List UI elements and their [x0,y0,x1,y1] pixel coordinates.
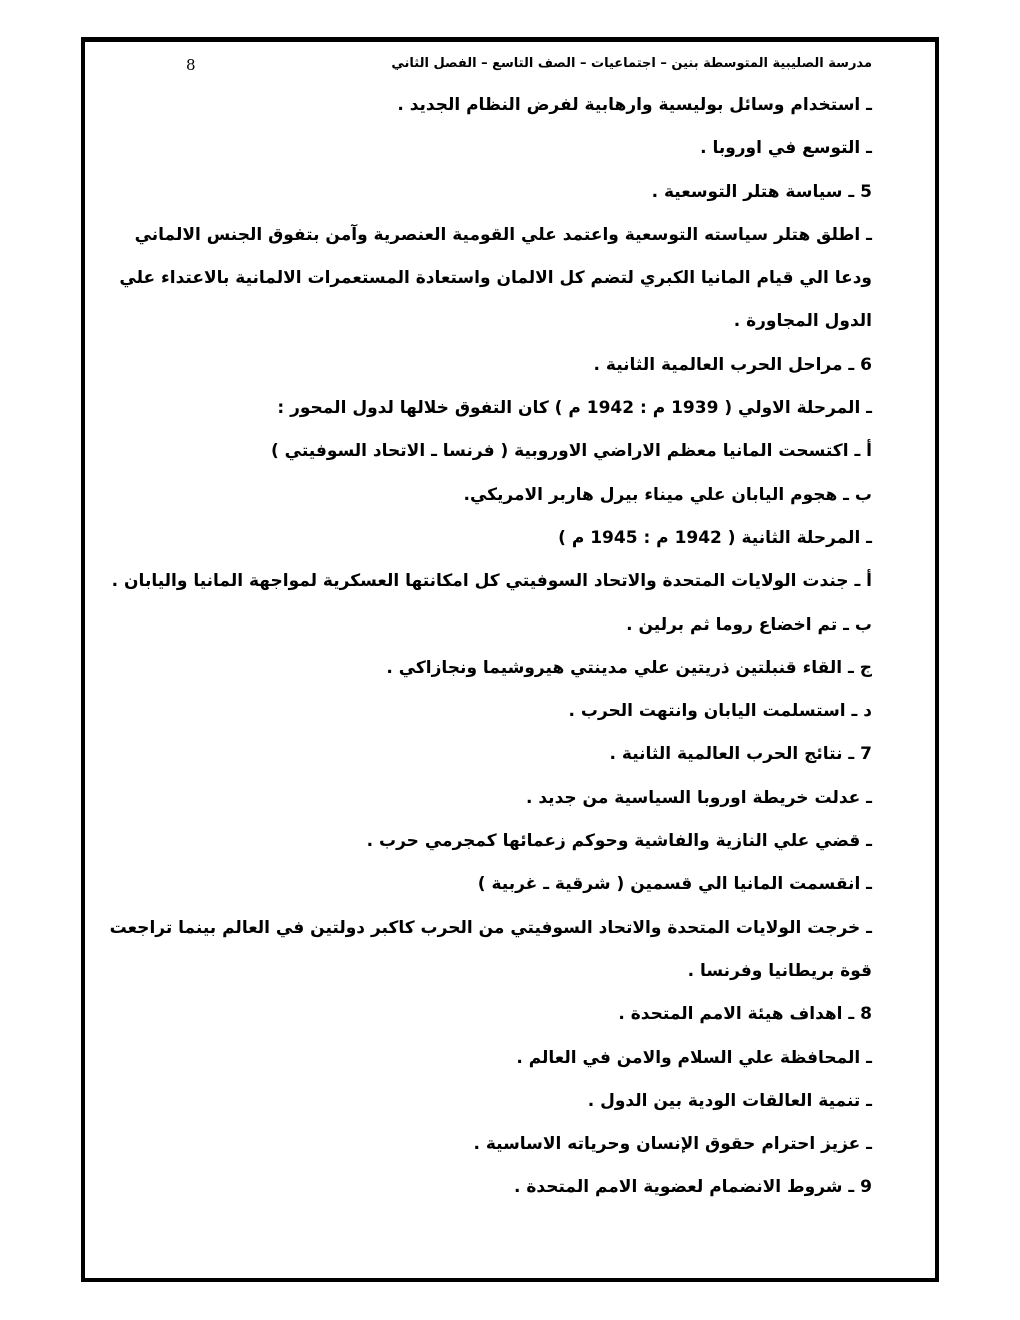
text-line: ـ خرجت الولايات المتحدة والاتحاد السوفيتي من الحرب كاكبر دولتين في العالم بينما تراجعت [109,917,872,938]
text-line: ج ـ القاء قنبلتين ذريتين علي مدينتي هيروشيما ونجازاكي . [386,657,872,678]
text-line: ب ـ تم اخضاع روما ثم برلين . [626,614,872,635]
text-line: ـ اطلق هتلر سياسته التوسعية واعتمد علي القومية العنصرية وآمن بتفوق الجنس الالماني [134,224,872,245]
text-line: ـ قضي علي النازية والفاشية وحوكم زعمائها كمجرمي حرب . [366,831,872,852]
text-line: ـ انقسمت المانيا الي قسمين ( شرقية ـ غربية ) [477,874,872,895]
text-line: ب ـ هجوم اليابان علي ميناء بيرل هاربر الامريكي. [463,484,872,505]
text-line: ـ عدلت خريطة اوروبا السياسية من جديد . [525,787,872,808]
header-title: مدرسة الصليبية المتوسطة بنين – اجتماعيات – الصف التاسع – الفصل الثاني [391,56,872,71]
text-line: أ ـ اكتسحت المانيا معظم الاراضي الاوروبية ( فرنسا ـ الاتحاد السوفيتي ) [270,441,872,462]
text-line: ـ عزيز احترام حقوق الإنسان وحرياته الاساسية . [473,1134,872,1155]
document-body [109,94,872,1220]
page-number: 8 [186,56,196,74]
text-line: ـ التوسع في اوروبا . [700,138,872,159]
text-line: أ ـ جندت الولايات المتحدة والاتحاد السوفيتي كل امكانتها العسكرية لمواجهة المانيا واليابان . [111,571,872,592]
section-heading: 6 ـ مراحل الحرب العالمية الثانية . [593,354,872,375]
text-line: ـ المحافظة علي السلام والامن في العالم . [516,1047,872,1068]
section-heading: 8 ـ اهداف هيئة الامم المتحدة . [618,1004,872,1025]
text-line: ـ المرحلة الاولي ( 1939 م : 1942 م ) كان التفوق خلالها لدول المحور : [277,398,872,419]
section-heading: 9 ـ شروط الانضمام لعضوية الامم المتحدة . [514,1177,872,1198]
text-line: ـ تنمية العالقات الودية بين الدول . [587,1090,872,1111]
text-line: قوة بريطانيا وفرنسا . [687,960,872,981]
text-line: ـ استخدام وسائل بوليسية وارهابية لفرض النظام الجديد . [397,95,872,115]
page-header [90,52,872,82]
section-heading: 7 ـ نتائج الحرب العالمية الثانية . [609,744,872,765]
text-line: الدول المجاورة . [733,311,872,332]
section-heading: 5 ـ سياسة هتلر التوسعية . [651,181,872,202]
text-line: ودعا الي قيام المانيا الكبري لتضم كل الالمان واستعادة المستعمرات الالمانية بالاعتداء علي [119,268,872,289]
text-line: ـ المرحلة الثانية ( 1942 م : 1945 م ) [558,527,872,548]
text-line: د ـ استسلمت اليابان وانتهت الحرب . [568,701,872,722]
